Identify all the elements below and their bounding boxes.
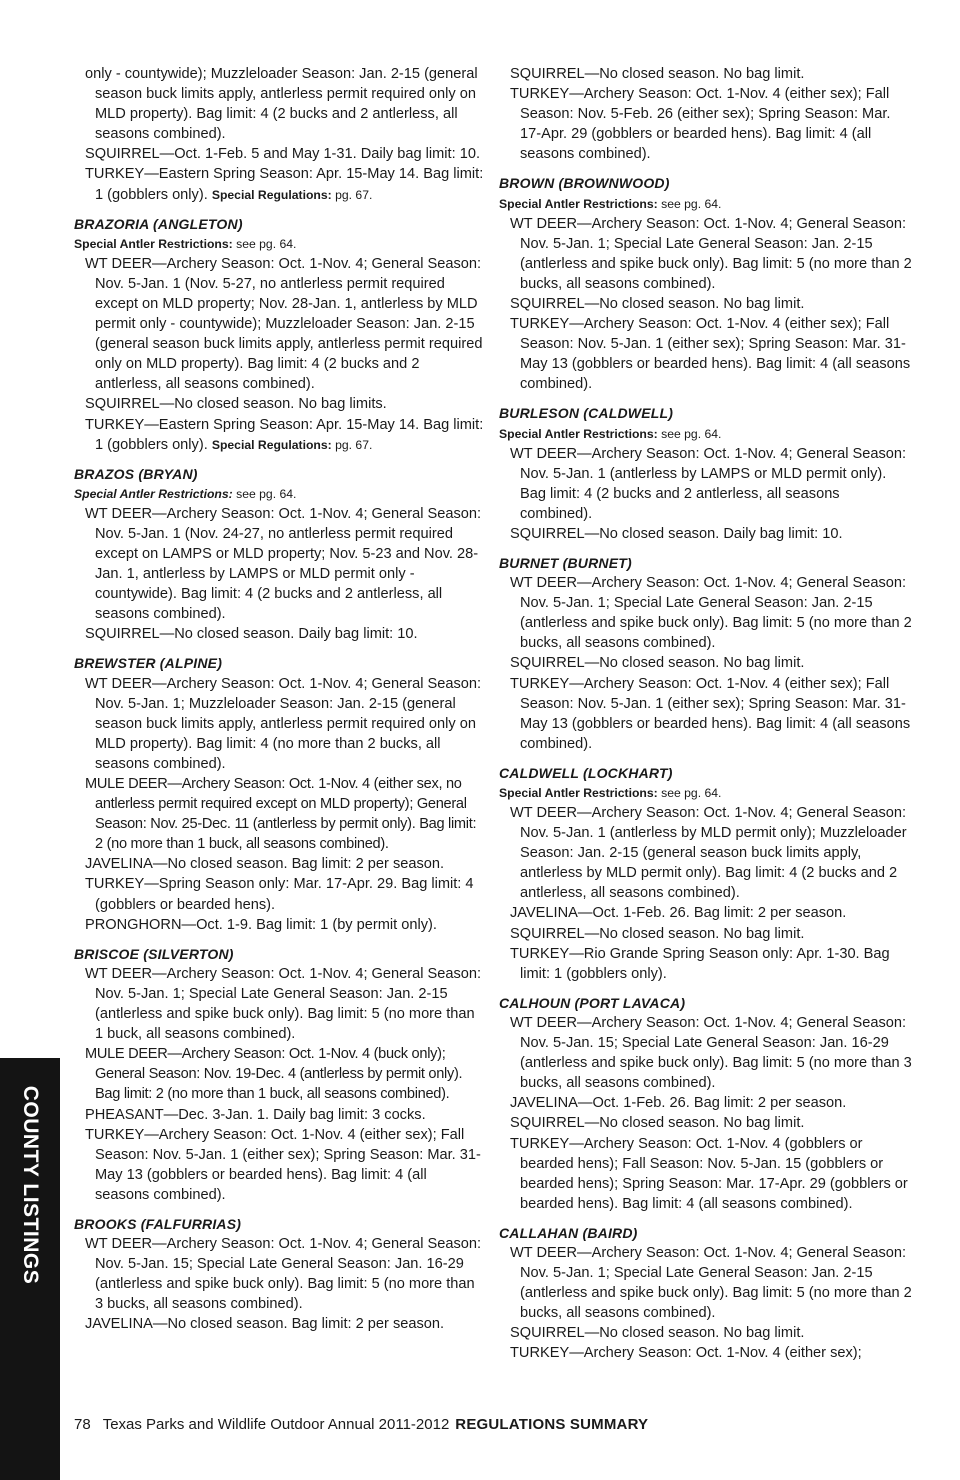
regulation-entry: TURKEY—Archery Season: Oct. 1-Nov. 4 (either sex); Fall Season: Nov. 5-Jan. 1 (either sex); Spring Season: Mar. 31-May 13 (gobblers or bearded hens). Bag limit: 4 (all seasons combined). xyxy=(510,316,911,393)
regulation-entry: WT DEER—Archery Season: Oct. 1-Nov. 4; General Season: Nov. 5-Jan. 1 (antlerless by LAMPS or MLD permit only). Bag limit: 4 (2 bucks and 2 antlerless, all seasons combined). xyxy=(510,445,907,522)
special-antler-restrictions xyxy=(499,194,913,214)
special-antler-page: see pg. 64. xyxy=(661,426,722,441)
county-name: BROWN (BROWNWOOD) xyxy=(499,175,670,192)
regulation-entry: SQUIRREL—Oct. 1-Feb. 5 and May 1-31. Daily bag limit: 10. xyxy=(85,146,480,163)
regulation-entry: SQUIRREL—No closed season. No bag limit. xyxy=(510,1325,805,1342)
regulation-entry: SQUIRREL—No closed season. No bag limit. xyxy=(510,655,805,672)
regulation-entry: SQUIRREL—No closed season. No bag limit. xyxy=(510,295,805,312)
publication-title: Texas Parks and Wildlife Outdoor Annual 2011-2012 xyxy=(102,1416,450,1433)
regulation-entry: MULE DEER—Archery Season: Oct. 1-Nov. 4 (buck only); General Season: Nov. 19-Dec. 4 (antlerless by permit only). Bag limit: 2 (no more than 1 buck, all seasons combined). xyxy=(85,1046,463,1103)
special-regulations-label: Special Regulations: xyxy=(211,187,332,202)
county-calhoun xyxy=(499,993,913,1214)
special-antler-label: Special Antler Restrictions: xyxy=(499,426,658,441)
regulation-entry: SQUIRREL—No closed season. No bag limit. xyxy=(510,1115,805,1132)
county-burnet xyxy=(499,553,913,754)
regulation-entry: WT DEER—Archery Season: Oct. 1-Nov. 4; General Season: Nov. 5-Jan. 1 (Nov. 5-27, no antlerless permit required except on MLD property; Nov. 28-Jan. 1, antlerless by MLD permit only - countywide); Muzzleloader Season: Jan. 2-15 (general season buck limits apply, antlerless permit required only on MLD property). Bag limit: 4 (2 bucks and 2 antlerless, all seasons combined). xyxy=(85,255,483,393)
regulation-entry: only - countywide); Muzzleloader Season: Jan. 2-15 (general season buck limits apply, antlerless permit required only on MLD property). Bag limit: 4 (2 bucks and 2 antlerless, all seasons combined). xyxy=(85,66,478,143)
county-name: BRAZORIA (ANGLETON) xyxy=(74,215,243,232)
regulation-entry: SQUIRREL—No closed season. Daily bag limit: 10. xyxy=(510,525,843,542)
county-brooks xyxy=(74,1214,484,1335)
regulation-entry: WT DEER—Archery Season: Oct. 1-Nov. 4; General Season: Nov. 5-Jan. 1; Special Late General Season: Jan. 2-15 (antlerless and spike buck only). Bag limit: 5 (no more than 2 bucks, all seasons combined). xyxy=(510,215,912,292)
regulation-entry: WT DEER—Archery Season: Oct. 1-Nov. 4; General Season: Nov. 5-Jan. 1 (antlerless by MLD permit only); Muzzleloader Season: Jan. 2-15 (general season buck limits apply, antlerless by MLD permit only). Bag limit: 4 (2 bucks and 2 antlerless, all seasons combined). xyxy=(510,805,907,902)
regulation-entry: TURKEY—Archery Season: Oct. 1-Nov. 4 (either sex); Fall Season: Nov. 5-Jan. 1 (either sex); Spring Season: Mar. 31-May 13 (gobblers or bearded hens). Bag limit: 4 (all seasons combined). xyxy=(510,675,911,752)
section-title: REGULATIONS SUMMARY xyxy=(455,1416,649,1433)
regulation-entry: TURKEY—Spring Season only: Mar. 17-Apr. 29. Bag limit: 4 (gobblers or bearded hens). xyxy=(85,876,474,913)
regulation-entry: PHEASANT—Dec. 3-Jan. 1. Daily bag limit: 3 cocks. xyxy=(85,1106,426,1123)
special-regulations-page: pg. 67. xyxy=(335,187,373,202)
county-continued-intro xyxy=(74,64,484,205)
regulation-entry: WT DEER—Archery Season: Oct. 1-Nov. 4; General Season: Nov. 5-Jan. 1; Special Late General Season: Jan. 2-15 (antlerless and spike buck only). Bag limit: 5 (no more than 2 bucks, all seasons combined). xyxy=(510,575,912,652)
regulation-entry: SQUIRREL—No closed season. No bag limit. xyxy=(510,925,805,942)
regulation-entry: WT DEER—Archery Season: Oct. 1-Nov. 4; General Season: Nov. 5-Jan. 1 (Nov. 24-27, no antlerless permit required except on LAMPS or MLD property; Nov. 5-23 and Nov. 28-Jan. 1, antlerless by LAMPS or MLD permit only - countywide). Bag limit: 4 (2 bucks and 2 antlerless, all seasons combined). xyxy=(85,505,482,623)
special-antler-page: see pg. 64. xyxy=(236,486,297,501)
county-name: BRISCOE (SILVERTON) xyxy=(74,945,234,962)
county-burleson xyxy=(499,403,913,544)
special-antler-restrictions xyxy=(74,484,484,504)
county-name: BROOKS (FALFURRIAS) xyxy=(74,1215,242,1232)
regulation-entry: WT DEER—Archery Season: Oct. 1-Nov. 4; General Season: Nov. 5-Jan. 15; Special Late General Season: Jan. 16-29 (antlerless and spike buck only). Bag limit: 5 (no more than 3 bucks, all seasons combined). xyxy=(85,1236,482,1313)
regulation-entry: WT DEER—Archery Season: Oct. 1-Nov. 4; General Season: Nov. 5-Jan. 1; Special Late General Season: Jan. 2-15 (antlerless and spike buck only). Bag limit: 5 (no more than 2 bucks, all seasons combined). xyxy=(510,1244,912,1322)
special-antler-restrictions xyxy=(499,783,913,803)
county-caldwell xyxy=(499,763,913,984)
regulation-entry: WT DEER—Archery Season: Oct. 1-Nov. 4; General Season: Nov. 5-Jan. 15; Special Late General Season: Jan. 16-29 (antlerless and spike buck only). Bag limit: 5 (no more than 3 bucks, all seasons combined). xyxy=(510,1014,912,1092)
county-brazos xyxy=(74,464,484,645)
county-callahan xyxy=(499,1223,913,1364)
special-antler-label: Special Antler Restrictions: xyxy=(74,236,233,251)
special-antler-page: see pg. 64. xyxy=(661,786,722,800)
regulation-entry: JAVELINA—No closed season. Bag limit: 2 per season. xyxy=(85,1316,445,1333)
section-side-tab-label: COUNTY LISTINGS xyxy=(19,1085,42,1285)
county-briscoe xyxy=(74,944,484,1205)
regulation-entry: TURKEY—Archery Season: Oct. 1-Nov. 4 (either sex); xyxy=(510,1345,862,1362)
county-name: BRAZOS (BRYAN) xyxy=(74,465,198,482)
page-number: 78 xyxy=(74,1416,91,1433)
special-regulations-label: Special Regulations: xyxy=(211,437,332,452)
special-antler-restrictions xyxy=(499,424,913,444)
regulation-entry: JAVELINA—Oct. 1-Feb. 26. Bag limit: 2 per season. xyxy=(510,905,847,922)
county-name: CALLAHAN (BAIRD) xyxy=(499,1224,638,1241)
regulation-entry: WT DEER—Archery Season: Oct. 1-Nov. 4; General Season: Nov. 5-Jan. 1; Muzzleloader Season: Jan. 2-15 (general season buck limits apply, antlerless permit required only on MLD property). Bag limit: 4 (no more than 2 bucks, all seasons combined). xyxy=(85,675,482,772)
county-name: BURLESON (CALDWELL) xyxy=(499,405,674,422)
regulation-entry: TURKEY—Archery Season: Oct. 1-Nov. 4 (gobblers or bearded hens); Fall Season: Nov. 5-Jan. 15 (gobblers or bearded hens); Spring Season: Mar. 17-Apr. 29 (gobblers or bearded hens). Bag limit: 4 (all seasons combined). xyxy=(510,1135,908,1212)
regulation-entry: WT DEER—Archery Season: Oct. 1-Nov. 4; General Season: Nov. 5-Jan. 1; Special Late General Season: Jan. 2-15 (antlerless and spike buck only). Bag limit: 5 (no more than 1 buck, all seasons combined). xyxy=(85,965,482,1043)
special-antler-restrictions xyxy=(74,234,484,254)
county-brewster xyxy=(74,653,484,934)
regulation-entry: MULE DEER—Archery Season: Oct. 1-Nov. 4 (either sex, no antlerless permit required except on MLD property); General Season: Nov. 25-Dec. 11 (antlerless by permit only). Bag limit: 2 (no more than 1 buck, all seasons combined). xyxy=(85,776,477,853)
regulation-entry xyxy=(74,415,484,455)
county-name: CALHOUN (PORT LAVACA) xyxy=(499,994,686,1011)
special-regulations-page: pg. 67. xyxy=(335,437,373,452)
regulation-entry: PRONGHORN—Oct. 1-9. Bag limit: 1 (by permit only). xyxy=(85,916,437,933)
regulation-text: TURKEY—Eastern Spring Season: Apr. 15-May 14. Bag limit: 1 (gobblers only). xyxy=(85,416,484,453)
special-antler-label: Special Antler Restrictions: xyxy=(499,196,658,211)
special-antler-page: see pg. 64. xyxy=(236,236,297,251)
regulation-entry: JAVELINA—No closed season. Bag limit: 2 per season. xyxy=(85,856,445,873)
special-antler-page: see pg. 64. xyxy=(661,196,722,211)
left-column xyxy=(74,64,484,1344)
regulation-entry: SQUIRREL—No closed season. No bag limit. xyxy=(510,66,805,82)
county-name: CALDWELL (LOCKHART) xyxy=(499,764,673,781)
regulation-entry: SQUIRREL—No closed season. No bag limits. xyxy=(85,396,387,413)
regulation-text: TURKEY—Eastern Spring Season: Apr. 15-May 14. Bag limit: 1 (gobblers only). xyxy=(85,166,484,203)
county-brazoria xyxy=(74,214,484,455)
regulation-entry: TURKEY—Rio Grande Spring Season only: Apr. 1-30. Bag limit: 1 (gobblers only). xyxy=(510,945,890,982)
page-footer xyxy=(74,1416,648,1433)
county-name: BURNET (BURNET) xyxy=(499,554,632,571)
special-antler-label: Special Antler Restrictions: xyxy=(499,786,658,800)
county-brown xyxy=(499,173,913,394)
regulation-entry xyxy=(74,164,484,204)
county-name: BREWSTER (ALPINE) xyxy=(74,655,223,672)
regulation-entry: TURKEY—Archery Season: Oct. 1-Nov. 4 (either sex); Fall Season: Nov. 5-Jan. 1 (either sex); Spring Season: Mar. 31-May 13 (gobblers or bearded hens). Bag limit: 4 (all seasons combined). xyxy=(85,1126,481,1203)
regulation-entry: SQUIRREL—No closed season. Daily bag limit: 10. xyxy=(85,626,418,643)
special-antler-label: Special Antler Restrictions: xyxy=(74,486,233,501)
special-regulations-note xyxy=(212,188,373,202)
regulation-entry: JAVELINA—Oct. 1-Feb. 26. Bag limit: 2 per season. xyxy=(510,1095,847,1112)
right-column xyxy=(499,64,913,1373)
regulation-entry: TURKEY—Archery Season: Oct. 1-Nov. 4 (either sex); Fall Season: Nov. 5-Feb. 26 (either sex); Spring Season: Mar. 17-Apr. 29 (gobblers or bearded hens). Bag limit: 4 (all seasons combined). xyxy=(510,86,891,163)
special-regulations-note xyxy=(212,438,373,452)
county-continued-intro xyxy=(499,64,913,164)
